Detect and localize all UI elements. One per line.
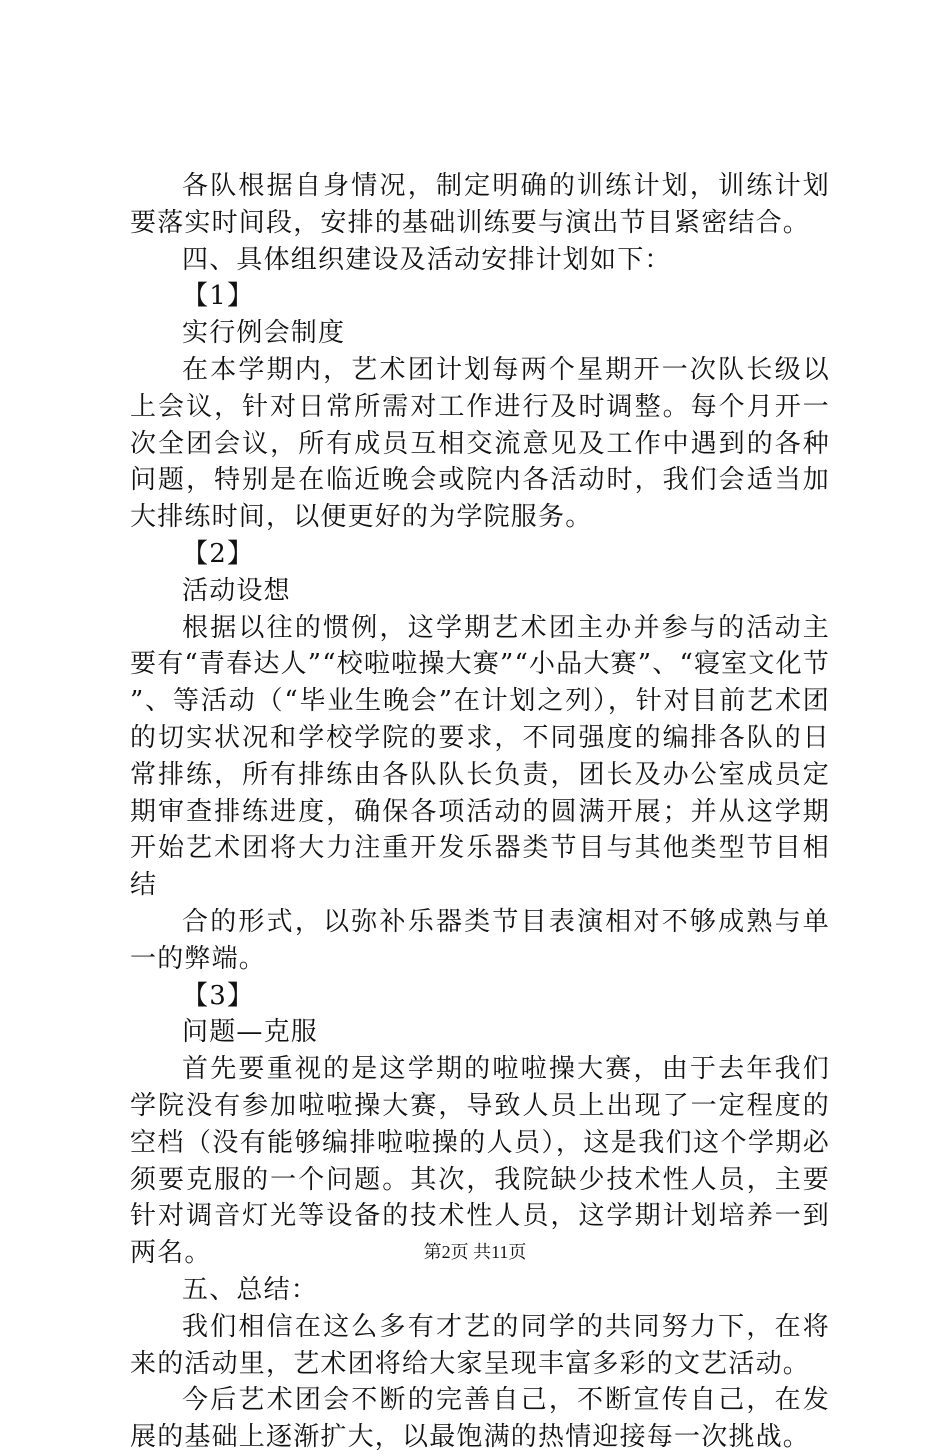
paragraph-meeting-system: 在本学期内，艺术团计划每两个星期开一次队长级以上会议，针对日常所需对工作进行及时调整。每个月开一次全团会议，所有成员互相交流意见及工作中遇到的各种问题，特别是在临近晚会或院内各活动时，我们会适当加大排练时间，以便更好的为学院服务。 bbox=[130, 354, 830, 533]
paragraph-summary-1: 我们相信在这么多有才艺的同学的共同努力下，在将来的活动里，艺术团将给大家呈现丰富多彩的文艺活动。 bbox=[130, 1311, 830, 1379]
page-number-footer: 第2页 共11页 bbox=[423, 1242, 527, 1262]
heading-section-four: 四、具体组织建设及活动安排计划如下： bbox=[182, 244, 672, 275]
paragraph-problems: 首先要重视的是这学期的啦啦操大赛，由于去年我们学院没有参加啦啦操大赛，导致人员上出现了一定程度的空档（没有能够编排啦啦操的人员），这是我们这个学期必须要克服的一个问题。其次，我院缺少技术性人员，主要针对调音灯光等设备的技术性人员，这学期计划培养一到两名。 bbox=[130, 1054, 830, 1269]
paragraph-training-plan: 各队根据自身情况，制定明确的训练计划，训练计划要落实时间段，安排的基础训练要与演出节目紧密结合。 bbox=[130, 171, 830, 238]
item-marker-3: 【3】 bbox=[182, 980, 255, 1011]
subheading-activity-ideas: 活动设想 bbox=[182, 575, 291, 606]
subheading-problems: 问题—克服 bbox=[182, 1017, 319, 1048]
heading-section-five: 五、总结： bbox=[182, 1274, 319, 1305]
paragraph-activity-ideas-continued: 合的形式，以弥补乐器类节目表演相对不够成熟与单一的弊端。 bbox=[130, 906, 830, 974]
item-marker-1: 【1】 bbox=[182, 281, 255, 312]
paragraph-activity-ideas: 根据以往的惯例，这学期艺术团主办并参与的活动主要有“青春达人”“校啦啦操大赛”“小品大赛”、“寝室文化节”、等活动（“毕业生晚会”在计划之列），针对目前艺术团的切实状况和学校学院的要求，不同强度的编排各队的日常排练，所有排练由各队队长负责，团长及办公室成员定期审查排练进度，确保各项活动的圆满开展；并从这学期开始艺术团将大力注重开发乐器类节目与其他类型节目相结 bbox=[130, 612, 830, 901]
item-marker-2: 【2】 bbox=[182, 538, 255, 569]
subheading-meeting-system: 实行例会制度 bbox=[182, 318, 346, 349]
paragraph-summary-2: 今后艺术团会不断的完善自己，不断宣传自己，在发展的基础上逐渐扩大，以最饱满的热情迎接每一次挑战。 bbox=[130, 1385, 830, 1453]
